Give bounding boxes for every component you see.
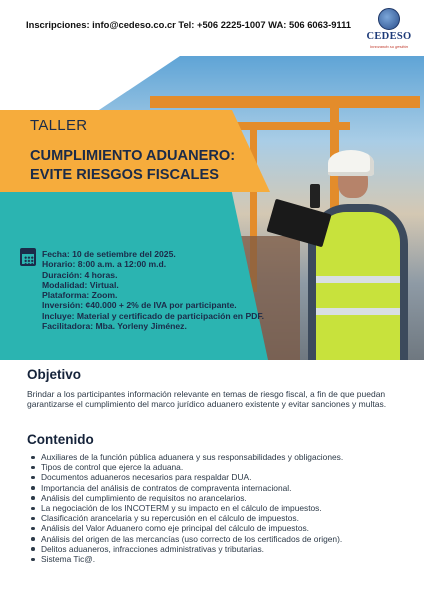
header-bar — [0, 0, 424, 56]
detail-fecha: Fecha: 10 de setiembre del 2025. — [42, 249, 176, 259]
list-item: Auxiliares de la función pública aduanera y sus responsabilidades y obligaciones. — [30, 452, 414, 462]
objetivo-text: Brindar a los participantes información relevante en temas de riesgo fiscal, a fin de que puedan garantizarse el cumplimiento del marco jurídico aduanero existente y evitar sanciones y multas. — [27, 389, 387, 410]
clipboard — [266, 199, 331, 248]
list-item: Documentos aduaneros necesarios para respaldar DUA. — [30, 472, 414, 482]
detail-facilitadora: Facilitadora: Mba. Yorleny Jiménez. — [42, 321, 187, 332]
detail-plataforma: Plataforma: Zoom. — [42, 290, 118, 301]
logo-tagline: Innovando su gestión — [369, 44, 409, 49]
detail-incluye: Incluye: Material y certificado de participación en PDF. — [42, 310, 265, 321]
contenido-list — [30, 452, 414, 564]
calendar-icon — [20, 248, 36, 266]
detail-modalidad: Modalidad: Virtual. — [42, 279, 119, 290]
globe-icon — [378, 8, 400, 30]
logo-name: CEDESO — [366, 31, 412, 42]
list-item: Análisis del cumplimiento de requisitos no arancelarios. — [30, 493, 414, 503]
list-item: Tipos de control que ejerce la aduana. — [30, 462, 414, 472]
list-item: Sistema Tic@. — [30, 554, 414, 564]
cedeso-logo — [364, 8, 414, 54]
list-item: Análisis del origen de las mercancías (uso correcto de los certificados de origen). — [30, 534, 414, 544]
contact-info[interactable]: Inscripciones: info@cedeso.co.cr Tel: +506 2225-1007 WA: 506 6063-9111 — [26, 19, 352, 30]
detail-horario: Horario: 8:00 a.m. a 12:00 m.d. — [42, 259, 167, 270]
event-type: TALLER — [30, 117, 88, 134]
list-item: Delitos aduaneros, infracciones administrativas y tributarias. — [30, 544, 414, 554]
crane-beam — [150, 96, 420, 108]
list-item: Importancia del análisis de contratos de compraventa internacional. — [30, 483, 414, 493]
hard-hat — [328, 150, 374, 176]
detail-duracion: Duración: 4 horas. — [42, 269, 118, 280]
list-item: Clasificación arancelaria y su repercusión en el cálculo de impuestos. — [30, 513, 414, 523]
objetivo-heading: Objetivo — [27, 367, 82, 382]
detail-inversion: Inversión: ¢40.000 + 2% de IVA por participante. — [42, 300, 237, 311]
event-details — [42, 249, 342, 331]
contenido-heading: Contenido — [27, 432, 94, 447]
list-item: La negociación de los INCOTERM y su impacto en el cálculo de impuestos. — [30, 503, 414, 513]
list-item: Análisis del Valor Aduanero como eje principal del cálculo de impuestos. — [30, 523, 414, 533]
page-title-line2: EVITE RIESGOS FISCALES — [30, 167, 219, 183]
page-title-line1: CUMPLIMIENTO ADUANERO: — [30, 148, 236, 164]
radio-icon — [310, 184, 320, 208]
